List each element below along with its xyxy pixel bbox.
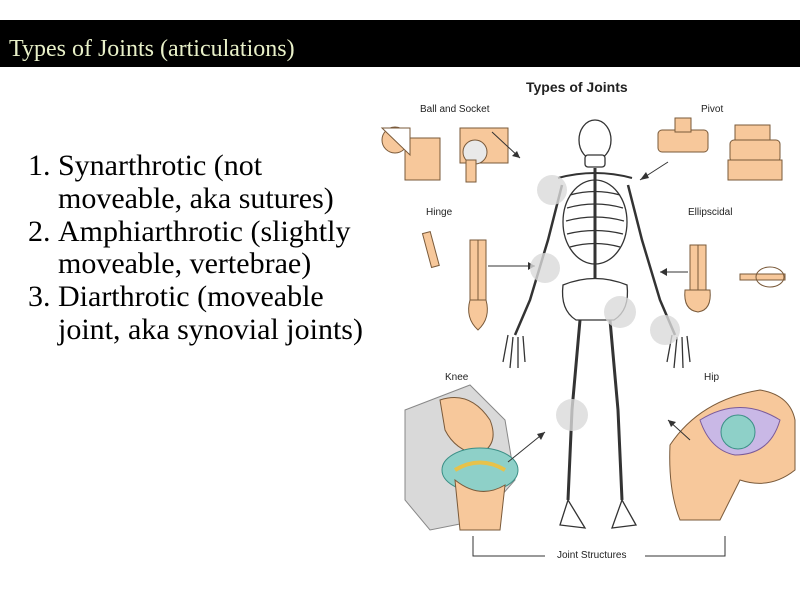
ball-and-socket-illustration [382,127,520,182]
figure-title: Types of Joints [526,79,628,95]
pivot-illustration [640,118,782,180]
label-ball-and-socket: Ball and Socket [420,104,490,115]
label-hip: Hip [704,372,720,383]
list-item-number: 1. [28,149,51,182]
list-item-number: 2. [28,214,51,248]
hinge-illustration [422,232,535,330]
label-pivot: Pivot [701,104,724,115]
knee-illustration [405,385,545,530]
list-item [28,281,373,347]
skeleton-illustration [503,120,690,528]
list-item-text: Diarthrotic (moveable joint, aka synovial joints) [58,280,363,346]
ellipsoidal-illustration [660,245,785,312]
list-item [28,216,373,282]
list-item-text: Amphiarthrotic (slightly moveable, vertebrae) [58,214,351,281]
label-joint-structures: Joint Structures [557,550,627,561]
label-hinge: Hinge [426,207,453,218]
slide-title: Types of Joints (articulations) [9,36,295,62]
list-item-text: Synarthrotic (not moveable, aka sutures) [58,149,334,215]
label-ellipsoidal: Ellipscidal [688,207,733,218]
hip-illustration [668,390,795,520]
joint-types-list [28,150,373,347]
joints-figure [370,70,800,600]
list-item-number: 3. [28,280,51,314]
joints-illustration [370,70,800,600]
label-knee: Knee [445,372,469,383]
list-item [28,150,373,216]
